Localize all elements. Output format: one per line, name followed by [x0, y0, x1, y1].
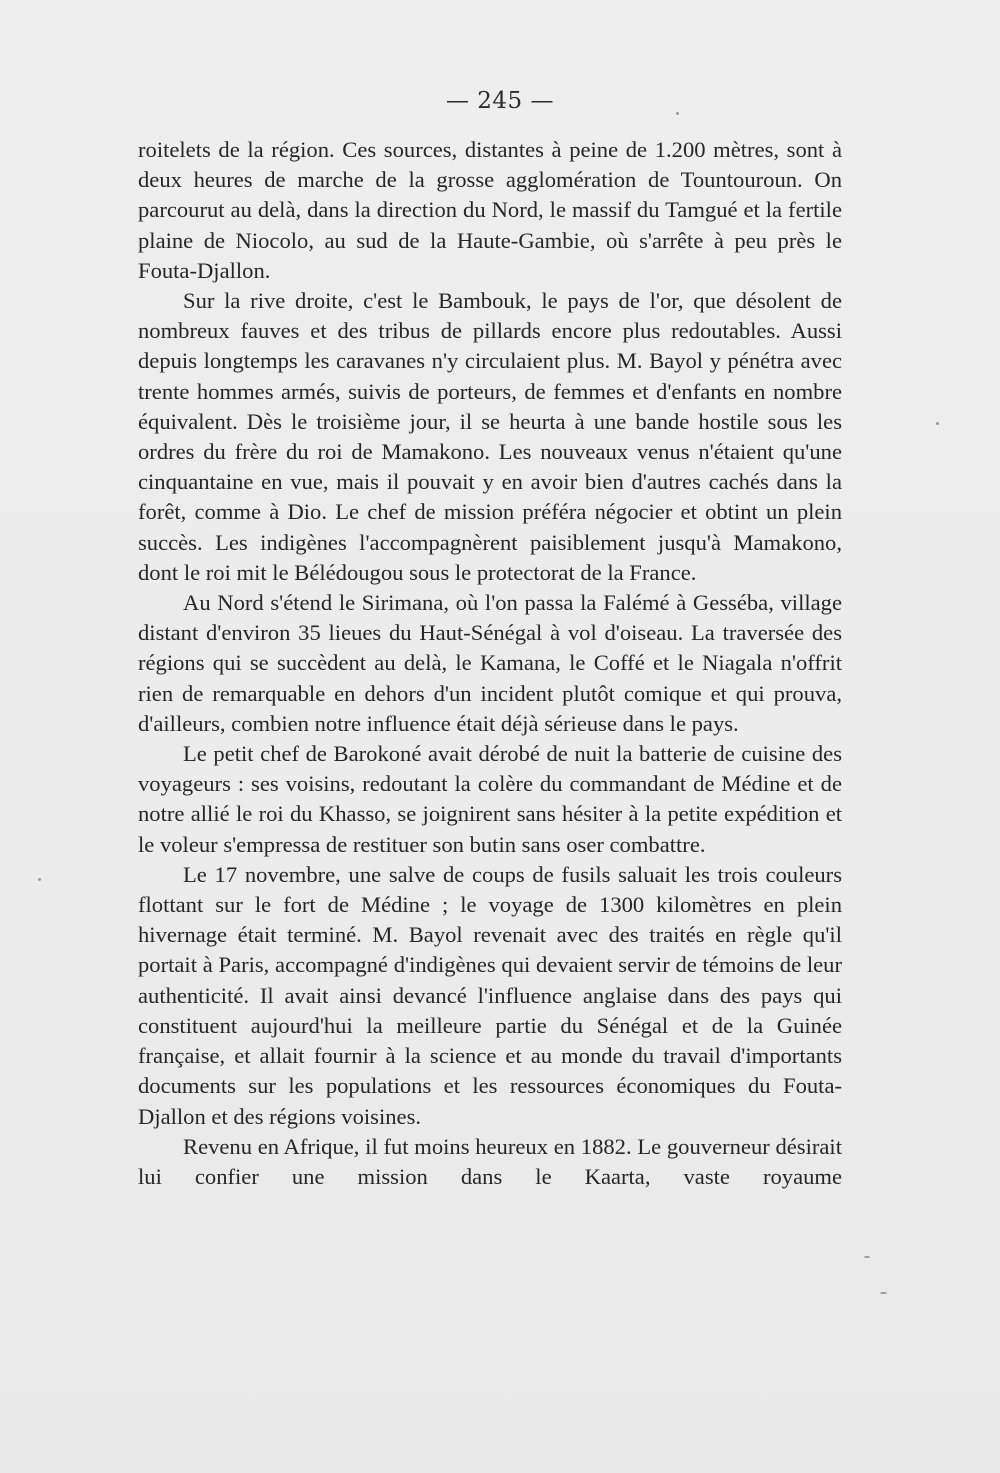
body-text	[138, 135, 842, 1192]
paper-speck	[880, 1292, 887, 1294]
paper-speck	[676, 112, 679, 115]
paragraph-4: Le petit chef de Barokoné avait dérobé de nuit la batterie de cuisine des voyageurs : ses voisins, redoutant la colère du commandant de Médine et de notre allié le roi du Khasso, se joignirent sans hésiter à la petite expédition et le voleur s'empressa de restituer son butin sans oser combattre.	[138, 741, 842, 857]
paper-speck	[38, 878, 41, 881]
paragraph-3: Au Nord s'étend le Sirimana, où l'on passa la Falémé à Gesséba, village distant d'environ 35 lieues du Haut-Sénégal à vol d'oiseau. La traversée des régions qui se succèdent au delà, le Kamana, le Coffé et le Niagala n'offrit rien de remarquable en dehors d'un incident plutôt comique et qui prouva, d'ailleurs, combien notre influence était déjà sérieuse dans le pays.	[138, 590, 842, 736]
paragraph-5: Le 17 novembre, une salve de coups de fusils saluait les trois couleurs flottant sur le fort de Médine ; le voyage de 1300 kilomètres en plein hivernage était terminé. M. Bayol revenait avec des traités en règle qu'il portait à Paris, accompagné d'indigènes qui devaient servir de témoins de leur authenticité. Il avait ainsi devancé l'influence anglaise dans des pays qui constituent aujourd'hui la meilleure partie du Sénégal et de la Guinée française, et allait fournir à la science et au monde du travail d'importants documents sur les populations et les ressources économiques du Fouta-Djallon et des régions voisines.	[138, 861, 842, 1129]
paragraph-1: roitelets de la région. Ces sources, distantes à peine de 1.200 mètres, sont à deux heures de marche de la grosse agglomération de Tountouroun. On parcourut au delà, dans la direction du Nord, le massif du Tamgué et la fertile plaine de Niocolo, au sud de la Haute-Gambie, où s'arrête à peu près le Fouta-Djallon.	[138, 137, 842, 283]
paper-speck	[936, 422, 939, 425]
paper-speck	[864, 1256, 870, 1258]
page-number: — 245 —	[445, 88, 555, 114]
paragraph-2: Sur la rive droite, c'est le Bambouk, le pays de l'or, que désolent de nombreux fauves et des tribus de pillards encore plus redoutables. Aussi depuis longtemps les caravanes n'y circulaient plus. M. Bayol y pénétra avec trente hommes armés, suivis de porteurs, de femmes et d'enfants en nombre équivalent. Dès le troisième jour, il se heurta à une bande hostile sous les ordres du frère du roi de Mamakono. Les nouveaux venus n'étaient qu'une cinquantaine en vue, mais il pouvait y en avoir bien d'autres cachés dans la forêt, comme à Dio. Le chef de mission préféra négocier et obtint un plein succès. Les indigènes l'accompagnèrent paisiblement jusqu'à Mamakono, dont le roi mit le Bélédougou sous le protectorat de la France.	[138, 288, 842, 585]
paragraph-6: Revenu en Afrique, il fut moins heureux en 1882. Le gouverneur désirait lui confier une mission dans le Kaarta, vaste royaume	[138, 1133, 842, 1189]
